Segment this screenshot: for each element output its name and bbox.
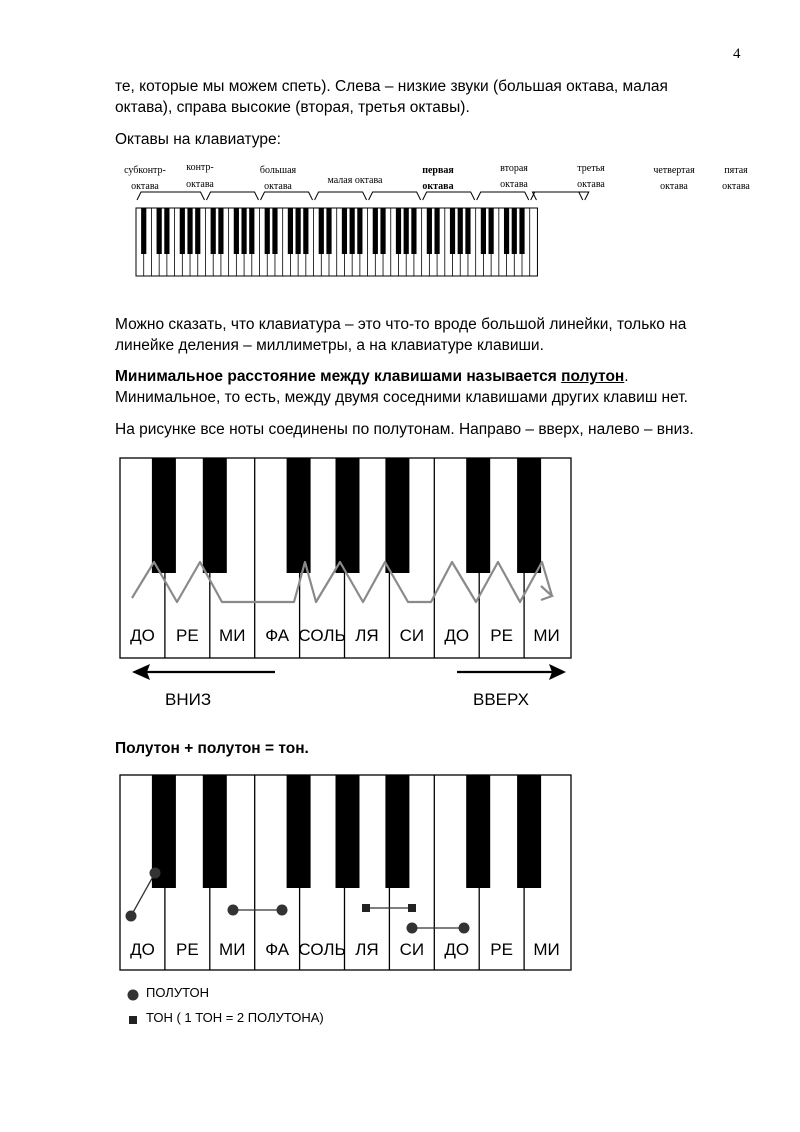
semitone-definition-bold: Минимальное расстояние между клавишами называется [115,368,562,385]
legend-semitone-dot [128,990,139,1001]
tone-square [408,904,416,912]
black-key [517,458,541,573]
semitone-dot [459,923,470,934]
octave-bracket [531,192,583,200]
octave-label-line2: октава [131,181,159,192]
black-key [373,208,378,254]
octave-labels [124,162,750,192]
tone-keyboard-figure [100,768,590,980]
black-key [396,208,401,254]
octave-label-line1: пятая [724,165,748,176]
note-label: МИ [533,940,560,959]
octave-label-line1: третья [577,163,605,174]
black-key [265,208,270,254]
black-key [357,208,362,254]
black-key [157,208,162,254]
black-key [411,208,416,254]
black-key [211,208,216,254]
legend-tone-label: ТОН ( 1 ТОН = 2 ПОЛУТОНА) [146,1010,324,1025]
octave-bracket [206,192,258,200]
octave-label-line1: контр- [186,162,214,173]
octave-label-line1: вторая [500,163,528,174]
octave-label-line1: малая октава [327,175,383,186]
octave-label-line2: октава [422,181,454,192]
black-key [336,458,360,573]
tone-formula: Полутон + полутон = тон. [115,740,309,757]
black-key [195,208,200,254]
note-label: МИ [219,940,246,959]
octave-label-line2: октава [577,179,605,190]
octave-label-line1: четвертая [653,165,695,176]
arrow-down-left [132,664,275,680]
intro-line-2: октава), справа высокие (вторая, третья октавы). [115,99,470,116]
black-key [465,208,470,254]
tone-square [362,904,370,912]
black-key [152,458,176,573]
figure-caption: На рисунке все ноты соединены по полутонам. Направо – вверх, налево – вниз. [115,421,694,438]
octave-keyboard-diagram [110,158,760,280]
note-label: РЕ [490,940,513,959]
octave-label-line1: субконтр- [124,165,166,176]
black-key [458,208,463,254]
black-key [203,458,227,573]
note-label: ЛЯ [355,940,379,959]
black-key [234,208,239,254]
semitone-period: . [624,368,629,385]
black-key [287,458,311,573]
semitone-dot [228,905,239,916]
octaves-heading: Октавы на клавиатуре: [115,131,281,148]
black-key [180,208,185,254]
octave-bracket [137,192,204,200]
semitone-line-2: Минимальное, то есть, между двумя соседними клавишами других клавиш нет. [115,389,688,406]
octave-bracket [477,192,529,200]
note-label: ДО [130,940,155,959]
semitone-dot [407,923,418,934]
legend-tone-square [129,1016,137,1024]
arrow-up-right [457,664,566,680]
octave-label-line2: октава [264,181,292,192]
black-key [141,208,146,254]
black-key [481,208,486,254]
black-key [385,458,409,573]
black-key [489,208,494,254]
note-label: ДО [130,626,155,645]
black-key [218,208,223,254]
note-label: РЕ [490,626,513,645]
octave-bracket [423,192,475,200]
black-key [336,775,360,888]
black-key [512,208,517,254]
keyboard-2 [120,775,571,970]
black-key [187,208,192,254]
black-key [287,775,311,888]
page-number: 4 [733,46,741,62]
octave-label-line1: большая [259,165,297,176]
black-key [466,458,490,573]
note-label: ЛЯ [355,626,379,645]
black-key [385,775,409,888]
note-label: РЕ [176,940,199,959]
black-key [504,208,509,254]
black-key [427,208,432,254]
note-label: РЕ [176,626,199,645]
note-label: ДО [444,940,470,959]
black-key [288,208,293,254]
black-key [241,208,246,254]
octave-label-line2: октава [660,181,688,192]
black-key [466,775,490,888]
black-key [342,208,347,254]
octave-label-line1: первая [422,165,454,176]
black-key [380,208,385,254]
black-key [296,208,301,254]
ruler-line-1: Можно сказать, что клавиатура – это что-то вроде большой линейки, только на [115,316,687,333]
note-label: МИ [219,626,246,645]
black-key [249,208,254,254]
semitone-definition [115,366,629,387]
octave-bracket [369,192,421,200]
semitone-dot [277,905,288,916]
black-key [272,208,277,254]
octave-brackets [137,192,589,200]
black-key [517,775,541,888]
note-label: МИ [533,626,560,645]
note-label: СОЛЬ [298,940,346,959]
arrow-up-label: ВВЕРХ [473,690,529,709]
intro-line-1: те, которые мы можем спеть). Слева – низкие звуки (большая октава, малая [115,78,668,95]
note-label: ДО [444,626,470,645]
semitone-dot [126,911,137,922]
black-key [303,208,308,254]
black-key [203,775,227,888]
black-key [434,208,439,254]
note-label: ФА [265,626,290,645]
black-key [519,208,524,254]
note-label: СОЛЬ [298,626,346,645]
octave-bracket [261,192,313,200]
black-key [319,208,324,254]
octave-label-line2: октава [186,179,214,190]
semitone-keyboard-figure [100,450,590,720]
black-key [450,208,455,254]
semitone-dot [150,868,161,879]
keyboard-1 [120,458,571,658]
legend [126,984,426,1034]
note-label: СИ [399,626,425,645]
black-key [404,208,409,254]
semitone-term: полутон [561,368,625,385]
arrow-down-label: ВНИЗ [165,690,212,709]
note-label: СИ [399,940,425,959]
octave-label-line2: октава [500,179,528,190]
octave-keyboard [136,208,537,276]
black-key [326,208,331,254]
ruler-line-2: линейке деления – миллиметры, а на клавиатуре клавиши. [115,337,544,354]
black-key [164,208,169,254]
octave-label-line2: октава [722,181,750,192]
octave-bracket [315,192,367,200]
note-label: ФА [265,940,290,959]
legend-semitone-label: ПОЛУТОН [146,985,209,1000]
black-key [350,208,355,254]
